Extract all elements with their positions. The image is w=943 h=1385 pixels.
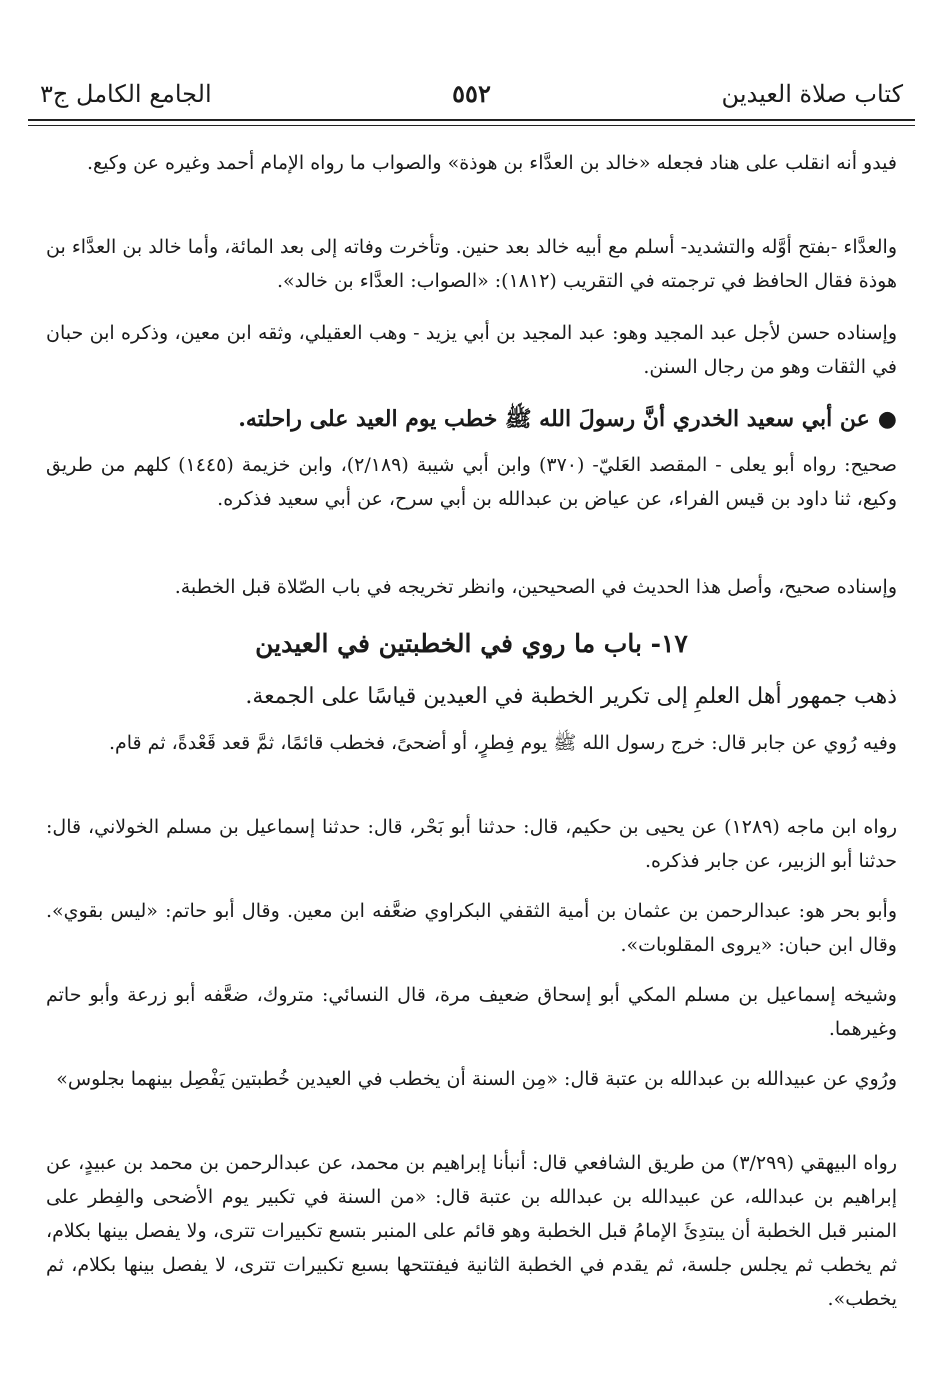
- hadith-1: عن أبي سعيد الخدري أنَّ رسولَ الله ﷺ خطب يوم العيد على راحلته.: [238, 406, 870, 432]
- header-rule: [28, 119, 915, 121]
- paragraph-2: والعدَّاء -بفتح أوَّله والتشديد- أسلم مع أبيه خالد بعد حنين. وتأخرت وفاته إلى بعد المائة، وأما خالد بن العدَّاء بن هوذة فقال الحافظ في ترجمته في التقريب (١٨١٢): «الصواب: العدَّاء بن خالد».: [46, 236, 897, 292]
- hadith-text: [46, 400, 897, 438]
- chapter-intro: ذهب جمهور أهل العلمِ إلى تكرير الخطبة في العيدين قياسًا على الجمعة.: [245, 684, 897, 709]
- paragraph-5: وإسناده صحيح، وأصل هذا الحديث في الصحيحين، وانظر تخريجه في باب الصّلاة قبل الخطبة.: [174, 576, 897, 598]
- header-rule-thin: [28, 125, 915, 126]
- running-header-section: كتاب صلاة العيدين: [721, 80, 903, 108]
- paragraph-8: وأبو بحر هو: عبدالرحمن بن عثمان بن أمية الثقفي البكراوي ضعَّفه ابن معين. وقال أبو حاتم: «ليس بقوي». وقال ابن حبان: «يروى المقلوبات».: [46, 900, 897, 956]
- paragraph-6: وفيه رُوي عن جابر قال: خرج رسول الله ﷺ يوم فِطرٍ، أو أضحىً، فخطب قائمًا، ثمَّ قعد قَعْدةً، ثم قام.: [108, 732, 897, 754]
- paragraph-4: صحيح: رواه أبو يعلى - المقصد العَليّ- (٣٧٠) وابن أبي شيبة (٢/١٨٩)، وابن خزيمة (١٤٤٥) كلهم من طريق وكيع، ثنا داود بن قيس الفراء، عن عياض بن عبدالله بن أبي سرح، عن أبي سعيد فذكره.: [46, 454, 897, 510]
- running-header-title: الجامع الكامل ج٣: [40, 80, 212, 108]
- paragraph-7: رواه ابن ماجه (١٢٨٩) عن يحيى بن حكيم، قال: حدثنا أبو بَحْر، قال: حدثنا إسماعيل بن مسلم الخولاني، قال: حدثنا أبو الزبير، عن جابر فذكره.: [46, 816, 897, 872]
- paragraph-9: وشيخه إسماعيل بن مسلم المكي أبو إسحاق ضعيف مرة، قال النسائي: متروك، ضعَّفه أبو زرعة وأبو حاتم وغيرهما.: [46, 984, 897, 1040]
- bullet-icon: ●: [877, 406, 897, 432]
- paragraph-1: فيدو أنه انقلب على هناد فجعله «خالد بن العدَّاء بن هوذة» والصواب ما رواه الإمام أحمد وغيره عن وكيع.: [87, 152, 897, 174]
- chapter-title: ١٧- باب ما روي في الخطبتين في العيدين: [255, 629, 688, 658]
- paragraph-10: ورُوي عن عبيدالله بن عبدالله بن عتبة قال: «مِن السنة أن يخطب في العيدين خُطبتين يَفْصِل بينهما بجلوس»: [56, 1068, 897, 1090]
- paragraph-3: وإسناده حسن لأجل عبد المجيد وهو: عبد المجيد بن أبي يزيد - وهب العقيلي، وثقه ابن معين، وذكره ابن حبان في الثقات وهو من رجال السنن.: [46, 322, 897, 378]
- paragraph-11: رواه البيهقي (٣/٢٩٩) من طريق الشافعي قال: أنبأنا إبراهيم بن محمد، عن عبدالرحمن بن محمد بن عبيدٍ، عن إبراهيم بن عبدالله، عن عبيدالله بن عبدالله بن عتبة قال: «من السنة في تكبير يوم الأضحى والفِطر على المنبر قبل الخطبة أن يبتدِئَ الإمامُ قبل الخطبة وهو قائم على المنبر بتسع تكبيرات تترى، ولا يفصل بينها بكلام، ثم يخطب ثم يجلس جلسة، ثم يقدم في الخطبة الثانية فيفتتحها بسبع تكبيرات تترى، لا يفصل بينها بكلام، ثم يخطب».: [46, 1152, 897, 1310]
- page-number: ٥٥٢: [452, 79, 491, 108]
